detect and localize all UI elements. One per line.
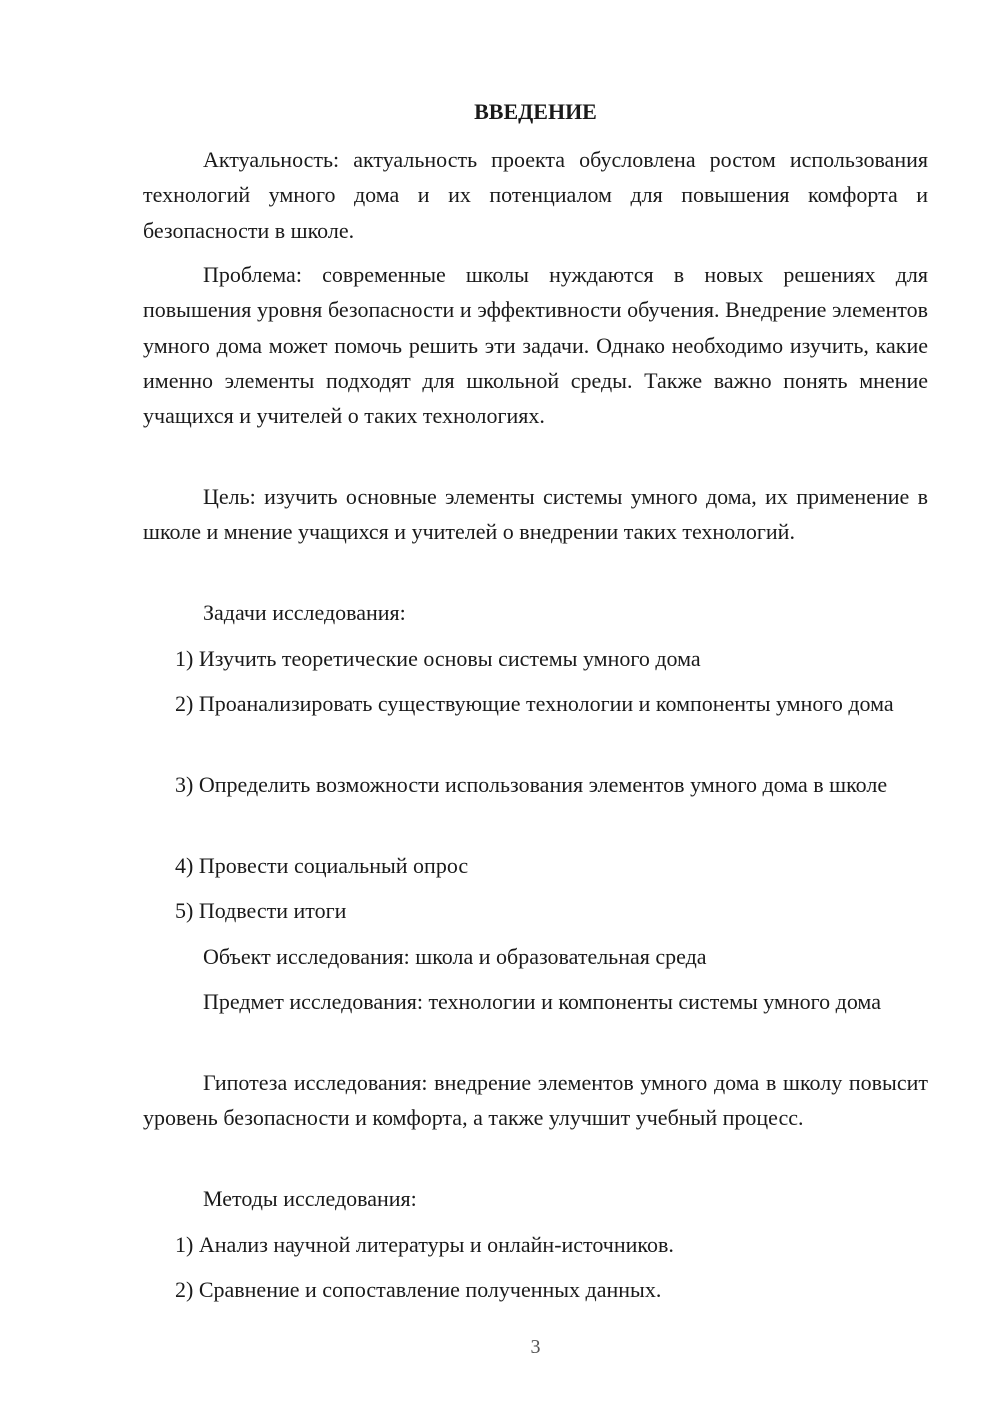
paragraph-problem: Проблема: современные школы нуждаются в новых решениях для повышения уровня безопасности и эффективности обучения. Внедрение элементов умного дома может помочь решить эти задачи. Однако необходимо изучить, какие именно элементы подходят для школьной среды. Также важно понять мнение учащихся и учителей о таких технологиях.: [143, 262, 928, 429]
page-number: 3: [530, 1336, 541, 1358]
task-item-2: 2) Проанализировать существующие технологии и компоненты умного дома: [175, 691, 894, 716]
task-item-5: 5) Подвести итоги: [175, 898, 347, 923]
task-item-4: 4) Провести социальный опрос: [175, 853, 469, 878]
document-page: [143, 0, 928, 1414]
section-title: ВВЕДЕНИЕ: [474, 99, 597, 124]
method-item-1: 1) Анализ научной литературы и онлайн-источников.: [175, 1232, 674, 1257]
tasks-heading: Задачи исследования:: [203, 600, 406, 625]
task-item-1: 1) Изучить теоретические основы системы умного дома: [175, 646, 701, 671]
paragraph-subject: Предмет исследования: технологии и компоненты системы умного дома: [203, 989, 881, 1014]
paragraph-goal: Цель: изучить основные элементы системы умного дома, их применение в школе и мнение учащихся и учителей о внедрении таких технологий.: [143, 484, 928, 545]
methods-heading: Методы исследования:: [203, 1186, 417, 1211]
paragraph-hypothesis: Гипотеза исследования: внедрение элементов умного дома в школу повысит уровень безопасности и комфорта, а также улучшит учебный процесс.: [143, 1070, 928, 1131]
paragraph-relevance: Актуальность: актуальность проекта обусловлена ростом использования технологий умного дома и их потенциалом для повышения комфорта и безопасности в школе.: [143, 147, 928, 243]
method-item-2: 2) Сравнение и сопоставление полученных данных.: [175, 1277, 662, 1302]
paragraph-object: Объект исследования: школа и образовательная среда: [203, 944, 707, 969]
task-item-3: 3) Определить возможности использования элементов умного дома в школе: [175, 772, 888, 797]
